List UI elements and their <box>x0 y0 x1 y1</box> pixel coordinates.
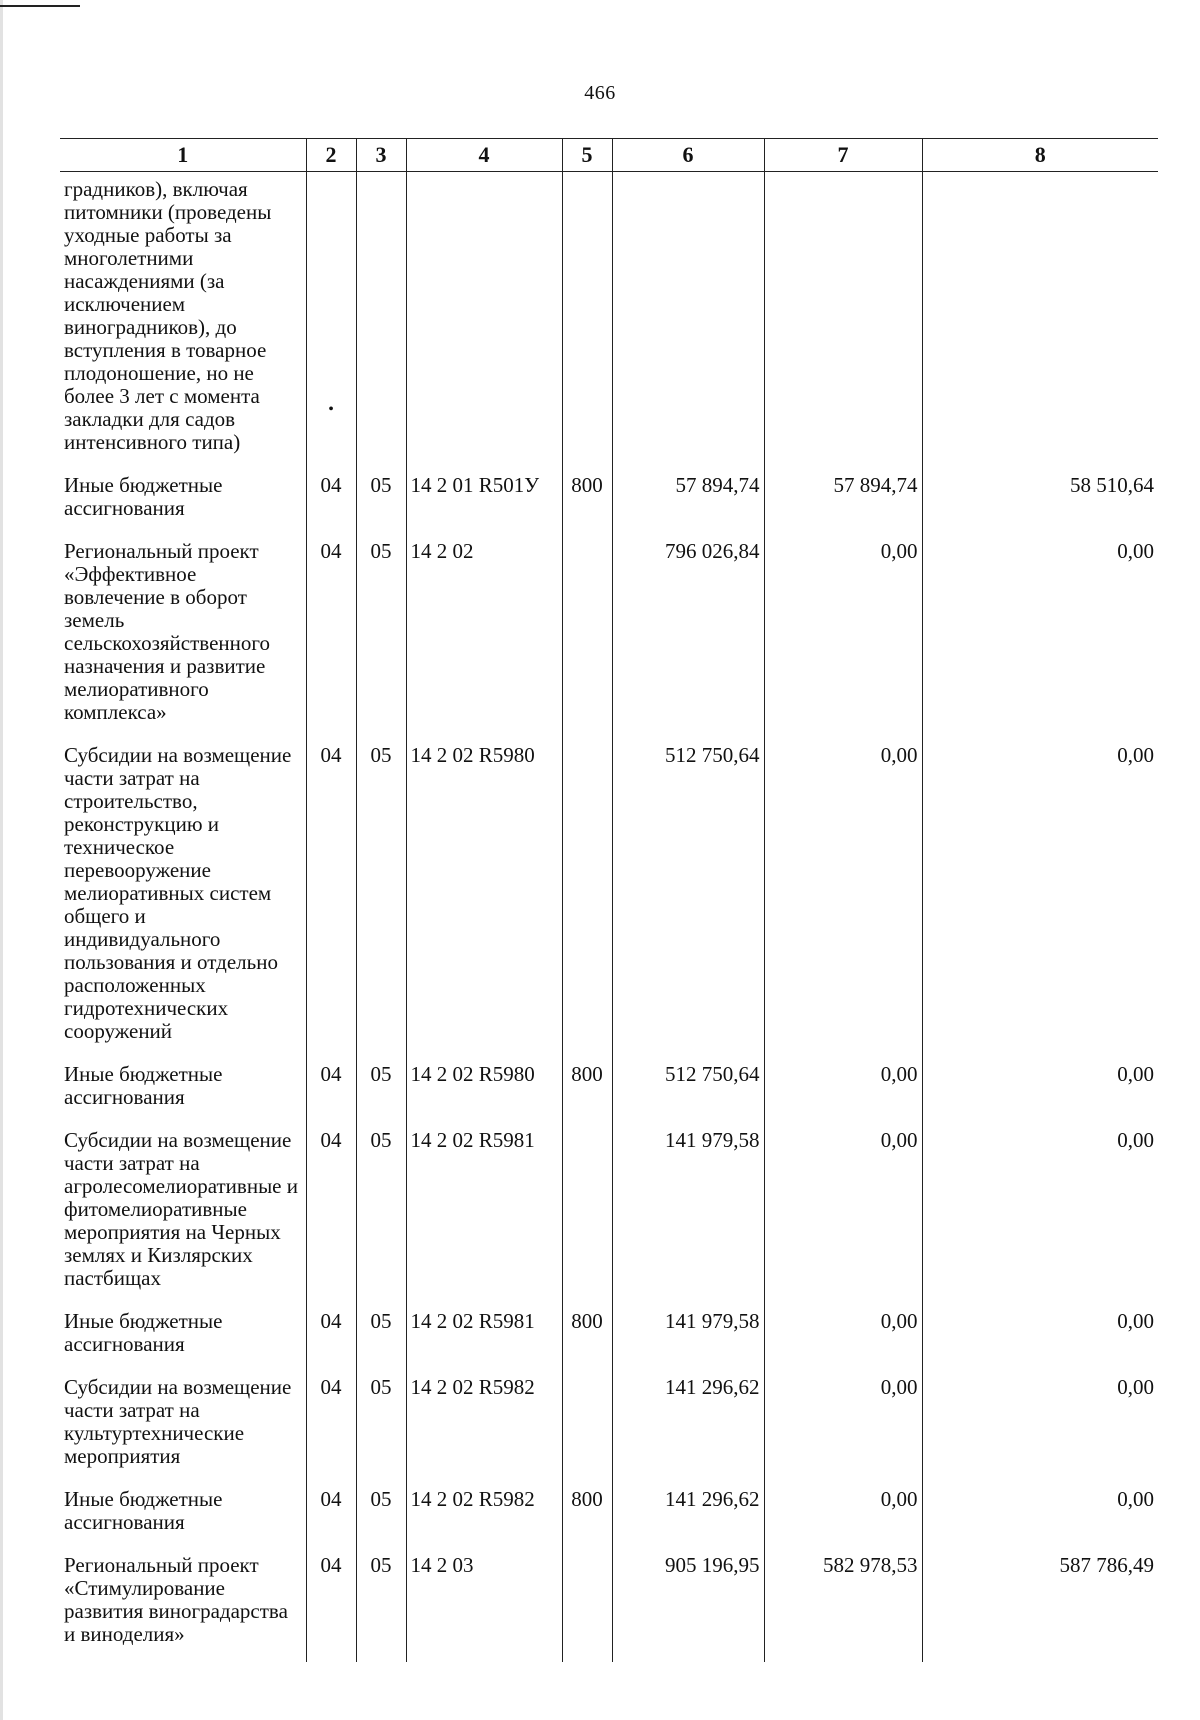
row-target-code: 14 2 02 <box>406 536 562 740</box>
table-row <box>60 740 1158 1059</box>
row-expense-type: 800 <box>562 1059 612 1125</box>
table-row <box>60 470 1158 536</box>
row-subsection: 05 <box>356 1550 406 1662</box>
row-section: 04 <box>306 1125 356 1306</box>
row-expense-type <box>562 172 612 471</box>
col-header-5: 5 <box>562 139 612 172</box>
table-row <box>60 1372 1158 1484</box>
col-header-8: 8 <box>922 139 1158 172</box>
row-subsection: 05 <box>356 470 406 536</box>
row-description: Иные бюджетные ассигнования <box>60 1306 306 1372</box>
col-header-4: 4 <box>406 139 562 172</box>
row-amount-col7: 0,00 <box>764 1484 922 1550</box>
col-header-1: 1 <box>60 139 306 172</box>
row-target-code: 14 2 02 R5981 <box>406 1125 562 1306</box>
row-description: Региональный проект «Стимулирование развития виноградарства и виноделия» <box>60 1550 306 1662</box>
header-row <box>60 139 1158 172</box>
table-row <box>60 1125 1158 1306</box>
row-subsection: 05 <box>356 1125 406 1306</box>
row-target-code: 14 2 02 R5981 <box>406 1306 562 1372</box>
table-row <box>60 172 1158 471</box>
row-amount-col8 <box>922 172 1158 471</box>
row-section: 04 <box>306 1484 356 1550</box>
row-section: 04 <box>306 1550 356 1662</box>
row-expense-type <box>562 740 612 1059</box>
row-amount-col7: 0,00 <box>764 1372 922 1484</box>
row-amount-col6: 141 296,62 <box>612 1372 764 1484</box>
row-amount-col8: 0,00 <box>1117 1062 1154 1086</box>
row-subsection: 05 <box>356 1372 406 1484</box>
row-amount-col8: 587 786,49 <box>1059 1553 1154 1577</box>
row-amount-col6: 141 979,58 <box>612 1306 764 1372</box>
row-section <box>306 172 356 471</box>
row-amount-col6: 141 296,62 <box>612 1484 764 1550</box>
row-target-code: 14 2 01 R501У <box>406 470 562 536</box>
scan-edge <box>0 0 3 1720</box>
row-section: 04 <box>306 470 356 536</box>
row-expense-type: 800 <box>562 1484 612 1550</box>
row-subsection <box>356 172 406 471</box>
row-subsection: 05 <box>356 740 406 1059</box>
row-amount-col7: 0,00 <box>764 1306 922 1372</box>
row-amount-col7 <box>764 172 922 471</box>
col-header-7: 7 <box>764 139 922 172</box>
row-amount-col8: 0,00 <box>1117 743 1154 767</box>
row-amount-col7: 0,00 <box>764 740 922 1059</box>
row-description: Субсидии на возмещение части затрат на культуртехнические мероприятия <box>60 1372 306 1484</box>
row-section: 04 <box>306 740 356 1059</box>
row-amount-col8: 0,00 <box>1117 1128 1154 1152</box>
table-row <box>60 1059 1158 1125</box>
table-row <box>60 536 1158 740</box>
row-amount-col6: 141 979,58 <box>612 1125 764 1306</box>
col-header-3: 3 <box>356 139 406 172</box>
row-description: градников), включая питомники (проведены уходные работы за многолетними насаждениями (за исключением виноградников), до вступления в товарное плодоношение, но не более 3 лет с момента закладки для садов интенсивного типа) <box>60 172 306 471</box>
row-expense-type: 800 <box>562 470 612 536</box>
page-number: 466 <box>584 82 616 104</box>
row-amount-col6: 905 196,95 <box>612 1550 764 1662</box>
row-section: 04 <box>306 536 356 740</box>
row-description: Субсидии на возмещение части затрат на агролесомелиоративные и фитомелиоративные мероприятия на Черных землях и Кизлярских пастбищах <box>60 1125 306 1306</box>
row-section: 04 <box>306 1306 356 1372</box>
row-description: Иные бюджетные ассигнования <box>60 1059 306 1125</box>
row-section: 04 <box>306 1059 356 1125</box>
row-amount-col7: 0,00 <box>764 1059 922 1125</box>
row-target-code: 14 2 02 R5982 <box>406 1484 562 1550</box>
row-amount-col6: 57 894,74 <box>612 470 764 536</box>
row-amount-col8: 0,00 <box>1117 1375 1154 1399</box>
table-row <box>60 1306 1158 1372</box>
row-expense-type: 800 <box>562 1306 612 1372</box>
row-amount-col7: 57 894,74 <box>764 470 922 536</box>
row-expense-type <box>562 1550 612 1662</box>
table-row <box>60 1550 1158 1662</box>
row-amount-col7: 0,00 <box>764 1125 922 1306</box>
row-expense-type <box>562 1125 612 1306</box>
scan-mark: • <box>328 401 334 418</box>
row-amount-col8: 58 510,64 <box>1070 473 1154 497</box>
col-header-6: 6 <box>612 139 764 172</box>
row-target-code: 14 2 02 R5980 <box>406 740 562 1059</box>
row-description: Иные бюджетные ассигнования <box>60 1484 306 1550</box>
row-amount-col7: 582 978,53 <box>764 1550 922 1662</box>
row-subsection: 05 <box>356 1059 406 1125</box>
row-subsection: 05 <box>356 1484 406 1550</box>
row-description: Региональный проект «Эффективное вовлечение в оборот земель сельскохозяйственного назначения и развитие мелиоративного комплекса» <box>60 536 306 740</box>
row-target-code: 14 2 02 R5982 <box>406 1372 562 1484</box>
row-amount-col6: 796 026,84 <box>612 536 764 740</box>
col-header-2: 2 <box>306 139 356 172</box>
row-amount-col6: 512 750,64 <box>612 1059 764 1125</box>
row-target-code: 14 2 02 R5980 <box>406 1059 562 1125</box>
row-description: Иные бюджетные ассигнования <box>60 470 306 536</box>
row-target-code: 14 2 03 <box>406 1550 562 1662</box>
row-amount-col8: 0,00 <box>1117 539 1154 563</box>
budget-table <box>60 138 1158 1662</box>
table-row <box>60 1484 1158 1550</box>
row-expense-type <box>562 536 612 740</box>
row-expense-type <box>562 1372 612 1484</box>
row-amount-col8: 0,00 <box>1117 1309 1154 1333</box>
row-target-code <box>406 172 562 471</box>
row-amount-col6: 512 750,64 <box>612 740 764 1059</box>
row-section: 04 <box>306 1372 356 1484</box>
row-description: Субсидии на возмещение части затрат на строительство, реконструкцию и техническое перевооружение мелиоративных систем общего и индивидуального пользования и отдельно расположенных гидротехнических сооружений <box>60 740 306 1059</box>
row-amount-col7: 0,00 <box>764 536 922 740</box>
scan-artifact-line <box>0 5 80 7</box>
row-amount-col6 <box>612 172 764 471</box>
row-subsection: 05 <box>356 536 406 740</box>
row-subsection: 05 <box>356 1306 406 1372</box>
row-amount-col8: 0,00 <box>1117 1487 1154 1511</box>
